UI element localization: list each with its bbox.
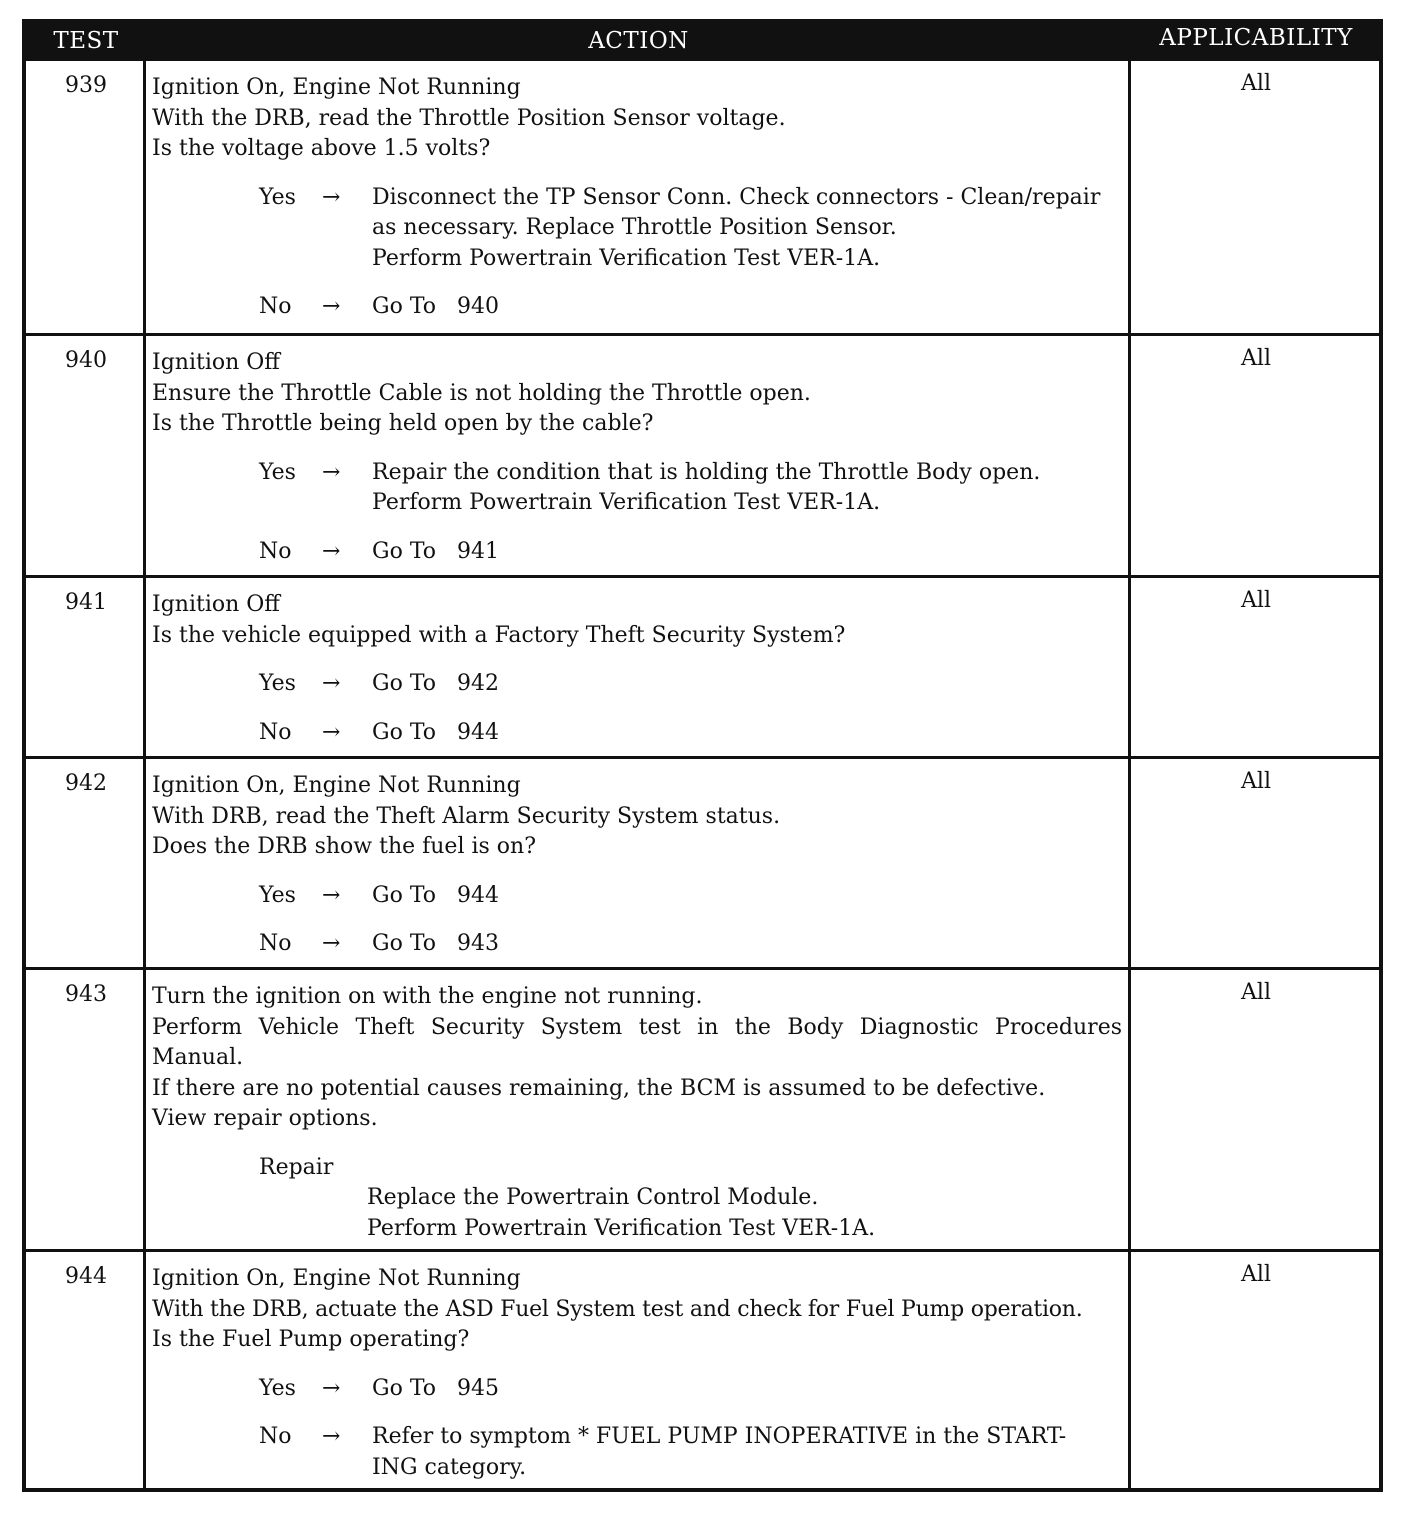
action-line: Ignition Off (152, 592, 280, 617)
header-action: ACTION (588, 28, 689, 54)
table-row-942 (26, 756, 1379, 967)
result-line: Go To 942 (372, 671, 499, 696)
action-cell (152, 348, 1122, 567)
answer-result (372, 458, 1122, 519)
arrow-icon: → (322, 1375, 341, 1401)
answer-result (372, 1422, 1122, 1483)
action-line: Ignition Off (152, 350, 280, 375)
answer-label: No (259, 719, 292, 745)
action-cell (152, 590, 1122, 748)
answer-label: No (259, 294, 292, 319)
answer-result (372, 537, 1122, 568)
answer-no (152, 1422, 1122, 1483)
result-line: Go To 944 (372, 719, 499, 745)
applicability-value: All (1241, 980, 1271, 1005)
result-line: Refer to symptom * FUEL PUMP INOPERATIVE in the START- (372, 1424, 1067, 1449)
arrow-icon: → (322, 538, 341, 564)
answer-label: No (259, 1424, 292, 1449)
test-number: 944 (65, 1264, 107, 1289)
action-line: Turn the ignition on with the engine not running. (152, 984, 703, 1009)
applicability-value: All (1241, 1262, 1271, 1287)
action-line: Perform Vehicle Theft Security System test in the Body Diagnostic Procedures (152, 1014, 1122, 1040)
arrow-icon: → (322, 184, 341, 210)
answer-no (152, 537, 1122, 568)
action-cell (152, 1264, 1122, 1483)
result-line: as necessary. Replace Throttle Position Sensor. (372, 215, 897, 240)
action-cell (152, 982, 1122, 1244)
result-line: Repair the condition that is holding the Throttle Body open. (372, 459, 1041, 485)
test-number: 940 (65, 348, 107, 373)
answer-result (372, 669, 1122, 700)
answer-result (372, 929, 1122, 960)
answer-result (372, 718, 1122, 749)
answer-result (372, 1374, 1122, 1405)
arrow-icon: → (322, 931, 341, 956)
action-line: Does the DRB show the fuel is on? (152, 834, 537, 859)
action-cell (152, 771, 1122, 960)
answer-no (152, 929, 1122, 960)
answer-label: Yes (259, 671, 296, 696)
result-line: Go To 944 (372, 882, 499, 908)
applicability-value: All (1241, 769, 1271, 794)
action-line: Ignition On, Engine Not Running (152, 773, 521, 798)
answer-label: Yes (259, 459, 296, 485)
column-divider-test (143, 61, 146, 1488)
arrow-icon: → (322, 1424, 341, 1449)
arrow-icon: → (322, 882, 341, 908)
result-line: Perform Powertrain Verification Test VER-1A. (372, 245, 881, 271)
answer-label: Yes (259, 1375, 296, 1401)
diagnostic-table (22, 19, 1383, 1492)
answer-label: Yes (259, 184, 296, 210)
table-row-943 (26, 967, 1379, 1249)
applicability-value: All (1241, 71, 1271, 96)
result-line: ING category. (372, 1454, 527, 1480)
test-number: 941 (65, 590, 107, 615)
test-number: 943 (65, 982, 107, 1007)
answer-yes (152, 1374, 1122, 1405)
answer-label: No (259, 538, 292, 564)
action-line: Manual. (152, 1045, 244, 1070)
table-row-941 (26, 575, 1379, 756)
action-cell (152, 73, 1122, 323)
answer-label: No (259, 931, 292, 956)
applicability-value: All (1241, 588, 1271, 613)
answer-yes (152, 458, 1122, 519)
result-line: Go To 943 (372, 931, 499, 956)
answer-result (372, 183, 1122, 275)
arrow-icon: → (322, 719, 341, 745)
arrow-icon: → (322, 294, 341, 319)
result-line: Go To 941 (372, 538, 499, 564)
column-divider-applicability (1128, 61, 1131, 1488)
header-applicability: APPLICABILITY (1159, 25, 1353, 51)
action-line: Ensure the Throttle Cable is not holding the Throttle open. (152, 380, 811, 406)
test-number: 942 (65, 771, 107, 796)
action-line: Is the Fuel Pump operating? (152, 1327, 470, 1352)
repair-section (152, 1153, 1122, 1245)
answer-yes (152, 183, 1122, 275)
result-line: Go To 945 (372, 1375, 499, 1401)
action-line: Is the vehicle equipped with a Factory Theft Security System? (152, 622, 846, 648)
result-line: Go To 940 (372, 294, 499, 319)
answer-label: Yes (259, 882, 296, 908)
table-row-939 (26, 61, 1379, 333)
action-line: Is the voltage above 1.5 volts? (152, 136, 491, 161)
arrow-icon: → (322, 459, 341, 485)
result-line: Perform Powertrain Verification Test VER-1A. (372, 490, 881, 515)
action-line: Is the Throttle being held open by the cable? (152, 411, 654, 436)
action-line: View repair options. (152, 1106, 378, 1131)
repair-line: Perform Powertrain Verification Test VER-1A. (367, 1215, 876, 1241)
arrow-icon: → (322, 671, 341, 696)
repair-label: Repair (259, 1154, 334, 1180)
action-line: If there are no potential causes remaining, the BCM is assumed to be defective. (152, 1075, 1046, 1101)
answer-yes (152, 669, 1122, 700)
answer-no (152, 718, 1122, 749)
answer-no (152, 292, 1122, 323)
action-line: With the DRB, read the Throttle Position Sensor voltage. (152, 105, 786, 131)
action-line: With DRB, read the Theft Alarm Security System status. (152, 803, 781, 829)
answer-result (372, 881, 1122, 912)
applicability-value: All (1241, 346, 1271, 371)
action-line: Ignition On, Engine Not Running (152, 75, 521, 100)
header-test: TEST (53, 28, 119, 54)
table-header (26, 23, 1379, 61)
action-line: With the DRB, actuate the ASD Fuel System test and check for Fuel Pump operation. (152, 1296, 1083, 1322)
answer-yes (152, 881, 1122, 912)
table-row-940 (26, 333, 1379, 575)
result-line: Disconnect the TP Sensor Conn. Check connectors - Clean/repair (372, 184, 1101, 210)
repair-line: Replace the Powertrain Control Module. (367, 1185, 819, 1210)
table-row-944 (26, 1249, 1379, 1492)
answer-result (372, 292, 1122, 323)
test-number: 939 (65, 73, 107, 98)
action-line: Ignition On, Engine Not Running (152, 1266, 521, 1291)
